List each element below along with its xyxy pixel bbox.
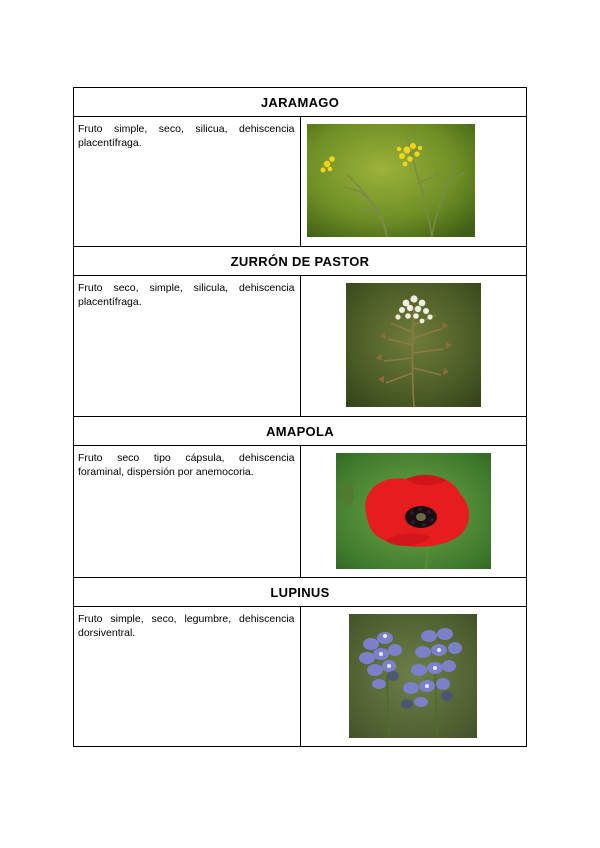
content-row-zurron [74,276,527,417]
lupinus-photo [349,614,477,738]
amapola-photo [336,453,491,569]
species-table [73,87,527,747]
photo-cell [300,117,527,247]
content-row-amapola [74,446,527,578]
title-row-zurron [74,247,527,276]
photo-cell [300,607,527,747]
species-table-sheet [73,87,527,747]
species-name: AMAPOLA [74,417,527,446]
content-row-lupinus [74,607,527,747]
zurron-de-pastor-photo [346,283,481,407]
jaramago-photo [307,124,475,237]
species-description: Fruto simple, seco, silicua, dehiscencia placentífraga. [74,117,301,247]
species-description: Fruto simple, seco, legumbre, dehiscencia dorsiventral. [74,607,301,747]
title-row-lupinus [74,578,527,607]
content-row-jaramago [74,117,527,247]
species-name: JARAMAGO [74,88,527,117]
species-description: Fruto seco, simple, silicula, dehiscencia placentífraga. [74,276,301,417]
species-name: LUPINUS [74,578,527,607]
photo-cell [300,276,527,417]
title-row-jaramago [74,88,527,117]
title-row-amapola [74,417,527,446]
species-description: Fruto seco tipo cápsula, dehiscencia foraminal, dispersión por anemocoria. [74,446,301,578]
photo-cell [300,446,527,578]
species-name: ZURRÓN DE PASTOR [74,247,527,276]
